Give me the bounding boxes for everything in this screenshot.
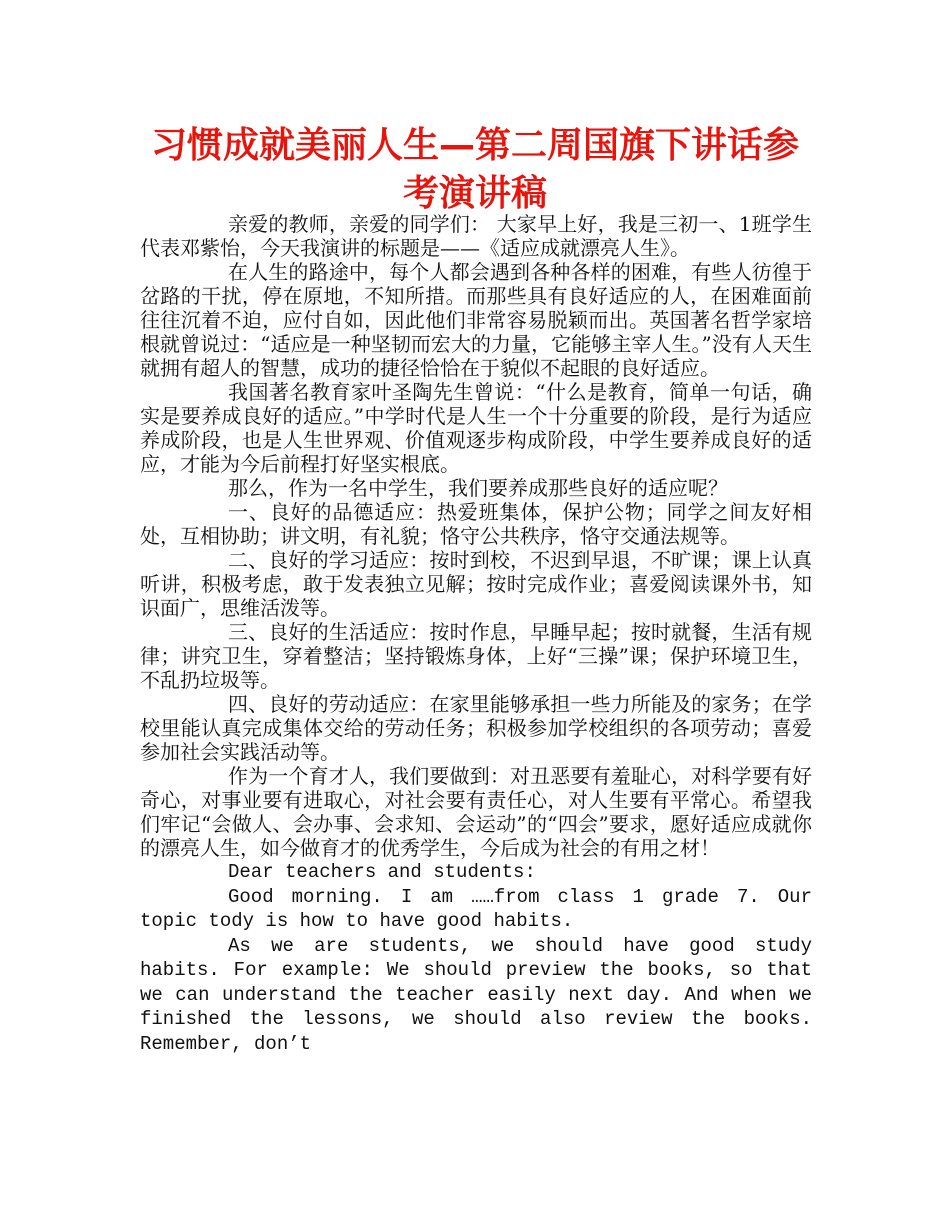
- paragraph-english-greeting: Dear teachers and students:: [228, 861, 536, 883]
- paragraph-greeting: 亲爱的教师，亲爱的同学们： 大家早上好，我是三初一、1班学生代表邓紫怡，今天我演讲的标题是——《适应成就漂亮人生》。: [140, 212, 812, 260]
- document-body: [140, 212, 812, 1056]
- paragraph-educator-quote: 我国著名教育家叶圣陶先生曾说：“什么是教育，简单一句话，确实是要养成良好的适应。”中学时代是人生一个十分重要的阶段，是行为适应养成阶段，也是人生世界观、价值观逐步构成阶段，中学生要养成良好的适应，才能为今后前程打好坚实根底。: [140, 380, 812, 476]
- paragraph-life-habits: 三、良好的生活适应：按时作息，早睡早起；按时就餐，生活有规律；讲究卫生，穿着整洁；坚持锻炼身体，上好“三操”课；保护环境卫生，不乱扔垃圾等。: [140, 620, 812, 692]
- document-title: 习惯成就美丽人生—第二周国旗下讲话参考演讲稿: [150, 125, 799, 214]
- paragraph-study-habits: 二、良好的学习适应：按时到校，不迟到早退，不旷课；课上认真听讲，积极考虑，敢于发表独立见解；按时完成作业；喜爱阅读课外书，知识面广，思维活泼等。: [140, 548, 812, 620]
- paragraph-labor-habits: 四、良好的劳动适应：在家里能够承担一些力所能及的家务；在学校里能认真完成集体交给的劳动任务；积极参加学校组织的各项劳动；喜爱参加社会实践活动等。: [140, 692, 812, 764]
- paragraph-life-road: 在人生的路途中，每个人都会遇到各种各样的困难，有些人彷徨于岔路的干扰，停在原地，不知所措。而那些具有良好适应的人，在困难面前往往沉着不迫，应付自如，因此他们非常容易脱颖而出。英国著名哲学家培根就曾说过：“适应是一种坚韧而宏大的力量，它能够主宰人生。”没有人天生就拥有超人的智慧，成功的捷径恰恰在于貌似不起眼的良好适应。: [140, 260, 812, 380]
- paragraph-english-study-habits: As we are students, we should have good study habits. For example: We should preview the books, so that we can understand the teacher easily next day. And when we finished the lessons, we should also review the books. Remember, don’t: [140, 934, 812, 1055]
- paragraph-conclusion: 作为一个育才人，我们要做到：对丑恶要有羞耻心，对科学要有好奇心，对事业要有进取心，对社会要有责任心，对人生要有平常心。希望我们牢记“会做人、会办事、会求知、会运动”的“四会”要求，愿好适应成就你的漂亮人生，如今做育才的优秀学生，今后成为社会的有用之材！: [140, 764, 812, 860]
- paragraph-english-intro: Good morning. I am ……from class 1 grade 7. Our topic tody is how to have good habits.: [140, 885, 812, 932]
- paragraph-question: 那么，作为一名中学生，我们要养成那些良好的适应呢？: [228, 476, 728, 500]
- paragraph-moral-habits: 一、良好的品德适应：热爱班集体，保护公物；同学之间友好相处，互相协助；讲文明，有礼貌；恪守公共秩序，恪守交通法规等。: [140, 500, 812, 548]
